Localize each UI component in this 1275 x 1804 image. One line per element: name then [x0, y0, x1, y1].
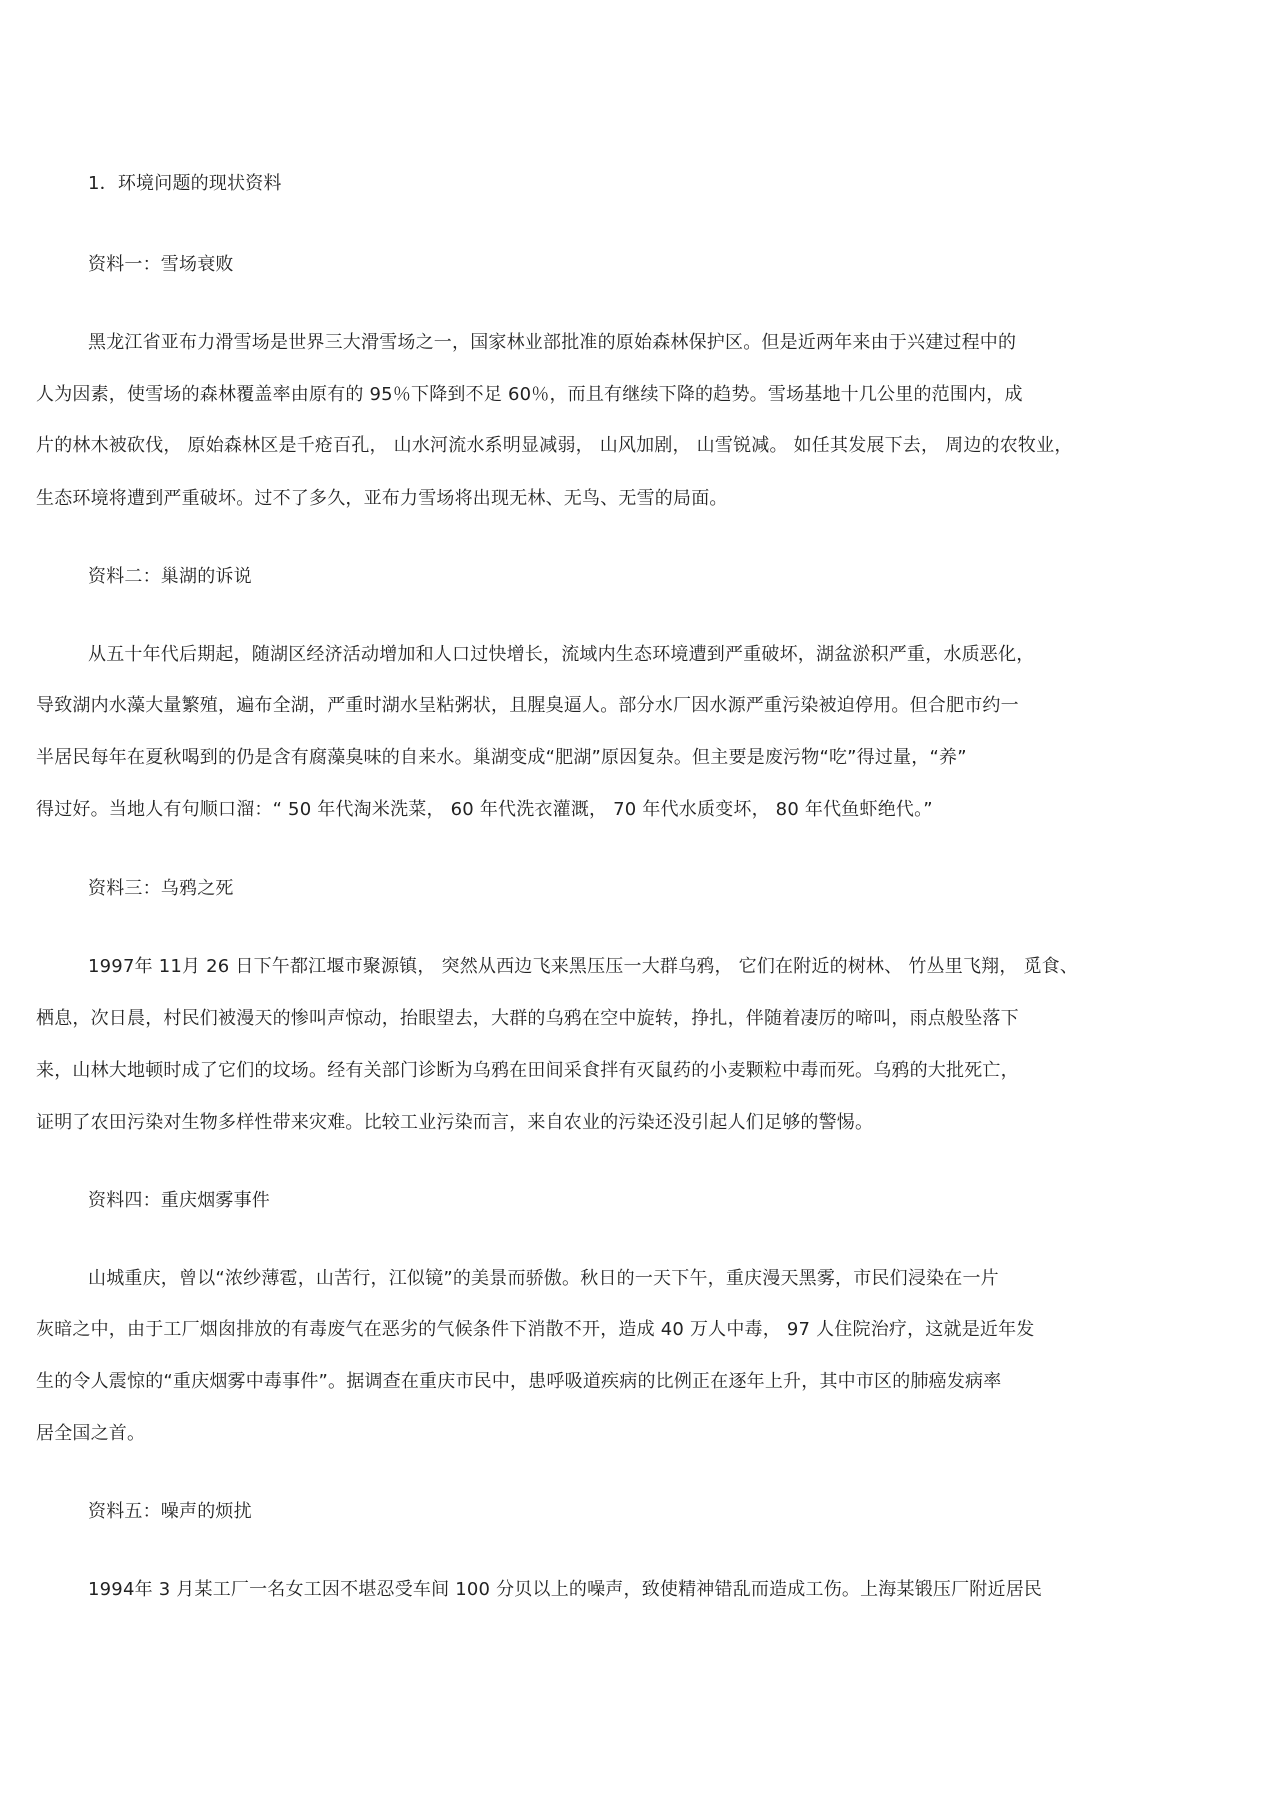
paragraph-line: 居全国之首。: [36, 1423, 146, 1444]
section-title: 资料四：重庆烟雾事件: [88, 1190, 270, 1211]
paragraph-line: 山城重庆，曾以“浓纱薄雹，山苦行，江似镜”的美景而骄傲。秋日的一天下午，重庆漫天黑雾，市民们浸染在一片: [88, 1268, 999, 1289]
paragraph-line: 1994年 3 月某工厂一名女工因不堪忍受车间 100 分贝以上的噪声，致使精神错乱而造成工伤。上海某锻压厂附近居民: [88, 1579, 1043, 1600]
section-title: 资料二：巢湖的诉说: [88, 566, 252, 587]
paragraph-line: 人为因素，使雪场的森林覆盖率由原有的 95％下降到不足 60％，而且有继续下降的趋势。雪场基地十几公里的范围内，成: [36, 384, 1023, 405]
paragraph-line: 证明了农田污染对生物多样性带来灾难。比较工业污染而言，来自农业的污染还没引起人们足够的警惕。: [36, 1112, 874, 1133]
paragraph-line: 灰暗之中，由于工厂烟囱排放的有毒废气在恶劣的气候条件下消散不开，造成 40 万人中毒， 97 人住院治疗，这就是近年发: [36, 1319, 1035, 1340]
paragraph-line: 生态环境将遭到严重破坏。过不了多久，亚布力雪场将出现无林、无鸟、无雪的局面。: [36, 488, 728, 509]
paragraph-line: 片的林木被砍伐， 原始森林区是千疮百孔， 山水河流水系明显减弱， 山风加剧， 山雪锐减。 如任其发展下去， 周边的农牧业，: [36, 435, 1073, 456]
paragraph-line: 从五十年代后期起，随湖区经济活动增加和人口过快增长，流域内生态环境遭到严重破坏，湖盆淤积严重，水质恶化，: [88, 644, 1035, 665]
section-title: 资料三：乌鸦之死: [88, 878, 234, 899]
paragraph-line: 来，山林大地顿时成了它们的坟场。经有关部门诊断为乌鸦在田间采食拌有灭鼠药的小麦颗粒中毒而死。乌鸦的大批死亡，: [36, 1060, 1019, 1081]
paragraph-line: 1997年 11月 26 日下午都江堰市聚源镇， 突然从西边飞来黑压压一大群乌鸦， 它们在附近的树林、 竹丛里飞翔， 觅食、: [88, 956, 1079, 977]
paragraph-line: 生的令人震惊的“重庆烟雾中毒事件”。据调查在重庆市民中，患呼吸道疾病的比例正在逐年上升，其中市区的肺癌发病率: [36, 1371, 1002, 1392]
document-heading: 1．环境问题的现状资料: [88, 173, 282, 194]
paragraph-line: 栖息，次日晨，村民们被漫天的惨叫声惊动，抬眼望去，大群的乌鸦在空中旋转，挣扎，伴随着凄厉的啼叫，雨点般坠落下: [36, 1008, 1019, 1029]
paragraph-line: 得过好。当地人有句顺口溜：“ 50 年代淘米洗菜， 60 年代洗衣灌溉， 70 年代水质变坏， 80 年代鱼虾绝代。”: [36, 799, 933, 820]
section-title: 资料五：噪声的烦扰: [88, 1501, 252, 1522]
section-title: 资料一：雪场衰败: [88, 254, 234, 275]
paragraph-line: 黑龙江省亚布力滑雪场是世界三大滑雪场之一，国家林业部批准的原始森林保护区。但是近两年来由于兴建过程中的: [88, 332, 1017, 353]
paragraph-line: 半居民每年在夏秋喝到的仍是含有腐藻臭味的自来水。巢湖变成“肥湖”原因复杂。但主要是废污物“吃”得过量，“养”: [36, 747, 967, 768]
paragraph-line: 导致湖内水藻大量繁殖，遍布全湖，严重时湖水呈粘粥状，且腥臭逼人。部分水厂因水源严重污染被迫停用。但合肥市约一: [36, 695, 1019, 716]
